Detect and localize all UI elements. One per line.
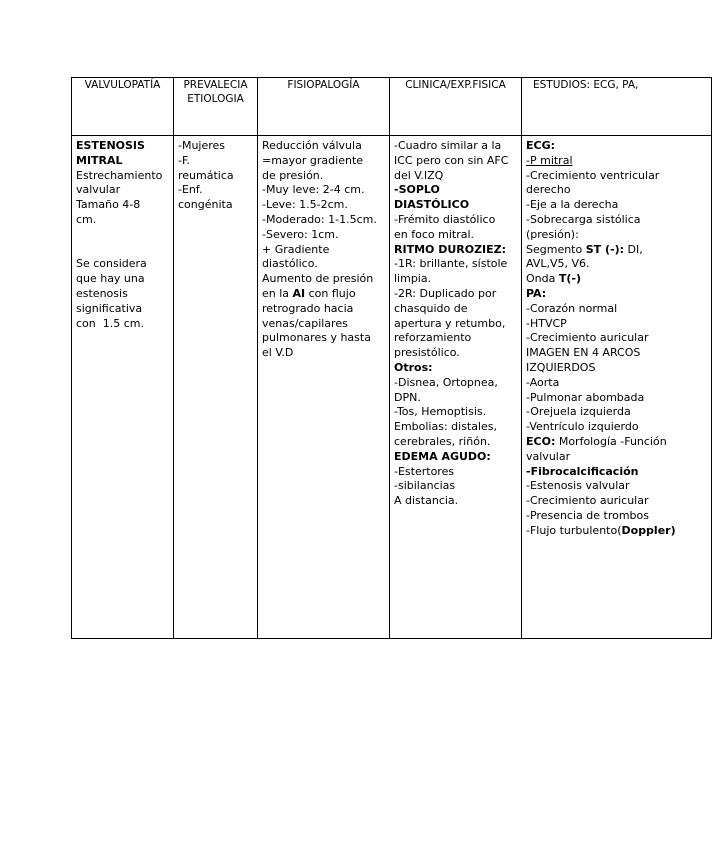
- header-line: PREVALECIA: [183, 79, 248, 91]
- header-line: ETIOLOGIA: [187, 93, 244, 105]
- cell-estudios: [522, 136, 712, 639]
- text-line: derecho: [526, 183, 571, 197]
- text-run-bold: ECO:: [526, 434, 556, 448]
- header-line: VALVULOPATÍA: [84, 79, 161, 91]
- header-line: CLINICA/EXP.FISICA: [405, 79, 506, 91]
- text-line: valvular: [526, 449, 571, 463]
- text-line: presistólico.: [394, 346, 460, 360]
- text-run: DI,: [624, 242, 643, 256]
- underlined-line: -P mitral: [526, 153, 573, 167]
- text-line: ICC pero con sin AFC: [394, 153, 509, 167]
- header-line: ESTUDIOS: ECG, PA,: [533, 79, 639, 91]
- text-line: -Leve: 1.5-2cm.: [262, 198, 348, 212]
- text-line: limpia.: [394, 272, 432, 286]
- text-line: IMAGEN EN 4 ARCOS: [526, 346, 641, 360]
- text-line: [262, 287, 386, 302]
- text-line: reforzamiento: [394, 331, 472, 345]
- text-line: Tamaño 4-8: [76, 198, 141, 212]
- text-run: Onda: [526, 272, 559, 286]
- note-line: significativa: [76, 301, 143, 315]
- text-line: -Muy leve: 2-4 cm.: [262, 183, 365, 197]
- text-line: [526, 243, 708, 258]
- text-line: [526, 272, 708, 287]
- text-run: en la: [262, 286, 293, 300]
- header-clinica: [390, 78, 522, 136]
- text-line: reumática: [178, 168, 234, 182]
- text-line: de presión.: [262, 168, 324, 182]
- section-heading: Otros:: [394, 360, 433, 374]
- text-line: congénita: [178, 198, 233, 212]
- text-line: -Severo: 1cm.: [262, 227, 339, 241]
- text-line: AVL,V5, V6.: [526, 257, 590, 271]
- text-line: retrogrado hacia: [262, 301, 354, 315]
- text-line: -Disnea, Ortopnea,: [394, 375, 498, 389]
- text-run: -Flujo turbulento(: [526, 523, 622, 537]
- text-line: en foco mitral.: [394, 227, 475, 241]
- text-line: Estrechamiento: [76, 168, 163, 182]
- section-heading: RITMO DUROZIEZ:: [394, 242, 507, 256]
- text-line: [526, 435, 708, 450]
- text-line: -HTVCP: [526, 316, 567, 330]
- section-heading: -SOPLO: [394, 183, 440, 197]
- text-line: apertura y retumbo,: [394, 316, 506, 330]
- text-line: -Orejuela izquierda: [526, 405, 631, 419]
- section-heading: DIASTÓLICO: [394, 198, 470, 212]
- text-line: Reducción válvula: [262, 139, 362, 152]
- disease-title: MITRAL: [76, 153, 123, 167]
- note-line: estenosis: [76, 286, 128, 300]
- text-line: chasquido de: [394, 301, 468, 315]
- text-line: diastólico.: [262, 257, 318, 271]
- header-fisiopatologia: [258, 78, 390, 136]
- text-line: cm.: [76, 212, 97, 226]
- section-heading: EDEMA AGUDO:: [394, 449, 491, 463]
- text-line: -1R: brillante, sístole: [394, 257, 508, 271]
- header-line: FISIOPALOGÍA: [287, 79, 360, 91]
- text-line: -Aorta: [526, 375, 560, 389]
- text-line: DPN.: [394, 390, 421, 404]
- text-line: (presión):: [526, 227, 579, 241]
- text-line: [526, 524, 708, 539]
- section-heading: PA:: [526, 286, 547, 300]
- text-run-bold: Doppler): [621, 523, 676, 537]
- table-body-row: [72, 136, 712, 639]
- text-line: -F.: [178, 153, 191, 167]
- text-line: -Crecimiento auricular: [526, 494, 649, 508]
- text-run-bold: AI: [292, 286, 306, 300]
- text-line: -Crecimiento ventricular: [526, 168, 660, 182]
- cell-valvulopatia: [72, 136, 174, 639]
- cell-clinica: [390, 136, 522, 639]
- text-line: -Moderado: 1-1.5cm.: [262, 212, 377, 226]
- text-line: -Pulmonar abombada: [526, 390, 645, 404]
- text-line: Embolias: distales,: [394, 420, 498, 434]
- cell-prevalencia: [174, 136, 258, 639]
- text-line: -Tos, Hemoptisis.: [394, 405, 487, 419]
- text-line: -Estertores: [394, 464, 455, 478]
- text-run: Segmento: [526, 242, 586, 256]
- table-header-row: [72, 78, 712, 136]
- text-line: A distancia.: [394, 494, 459, 508]
- disease-title: ESTENOSIS: [76, 139, 145, 152]
- text-line: -Cuadro similar a la: [394, 139, 502, 152]
- text-line: + Gradiente: [262, 242, 330, 256]
- text-run: con flujo: [305, 286, 356, 300]
- text-line: Aumento de presión: [262, 272, 374, 286]
- note-line: que hay una: [76, 272, 145, 286]
- text-line: =mayor gradiente: [262, 153, 364, 167]
- text-line: -Estenosis valvular: [526, 479, 630, 493]
- header-prevalencia: [174, 78, 258, 136]
- text-line: el V.D: [262, 346, 294, 360]
- text-line: -Frémito diastólico: [394, 212, 496, 226]
- text-line: -sibilancias: [394, 479, 456, 493]
- text-line: IZQUIERDOS: [526, 360, 596, 374]
- text-run-bold: T(-): [558, 272, 581, 286]
- text-line: -Eje a la derecha: [526, 198, 619, 212]
- text-line: -2R: Duplicado por: [394, 286, 497, 300]
- section-heading: ECG:: [526, 139, 556, 152]
- text-line: -Corazón normal: [526, 301, 618, 315]
- text-line: pulmonares y hasta: [262, 331, 371, 345]
- text-line: -Enf.: [178, 183, 203, 197]
- header-estudios: [522, 78, 712, 136]
- text-line: cerebrales, riñón.: [394, 434, 491, 448]
- text-run-bold: ST (-):: [585, 242, 625, 256]
- text-line: -Sobrecarga sistólica: [526, 212, 641, 226]
- note-line: Se considera: [76, 257, 147, 271]
- text-line: valvular: [76, 183, 121, 197]
- text-line: -Ventrículo izquierdo: [526, 420, 639, 434]
- cell-fisiopatologia: [258, 136, 390, 639]
- text-line: -Crecimiento auricular: [526, 331, 649, 345]
- text-line: venas/capilares: [262, 316, 348, 330]
- text-line: -Presencia de trombos: [526, 508, 649, 522]
- text-run: Morfología -Función: [555, 434, 667, 448]
- header-valvulopatia: [72, 78, 174, 136]
- valvulopathy-table: [71, 77, 712, 639]
- note-line: con 1.5 cm.: [76, 316, 144, 330]
- text-line: -Mujeres: [178, 139, 226, 152]
- section-heading: -Fibrocalcificación: [526, 464, 639, 478]
- text-line: del V.IZQ: [394, 168, 444, 182]
